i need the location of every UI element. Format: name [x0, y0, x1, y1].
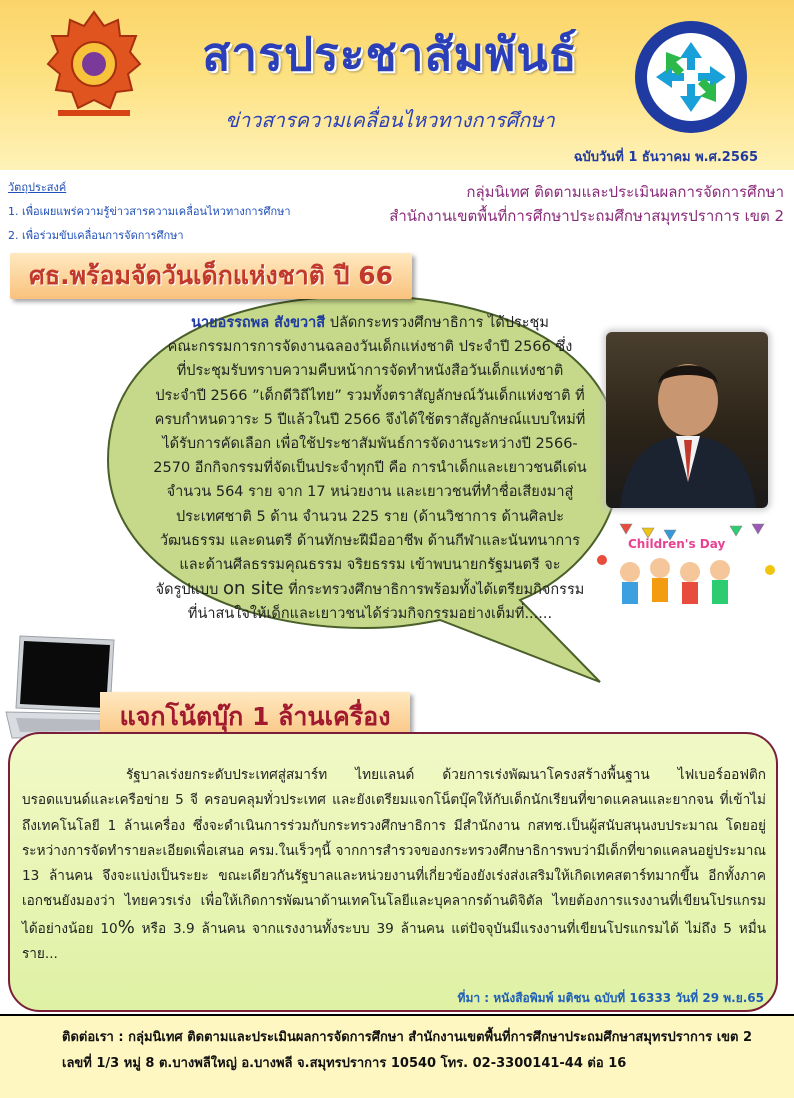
department-line: สำนักงานเขตพื้นที่การศึกษาประถมศึกษาสมุทรปราการ เขต 2	[389, 207, 784, 225]
article-line: วัฒนธรรม และดนตรี ด้านทักษะฝีมืออาชีพ ด้านกีฬาและนันทนาการ	[159, 532, 581, 549]
contact-footer	[0, 1014, 794, 1098]
ministry-emblem-icon	[44, 8, 144, 128]
department-line: กลุ่มนิเทศ ติดตามและประเมินผลการจัดการศึกษา	[466, 183, 784, 201]
footer-line: เลขที่ 1/3 หมู่ 8 ต.บางพลีใหญ่ อ.บางพลี จ.สมุทรปราการ 10540 โทร. 02-3300141-44 ต่อ 16	[62, 1056, 627, 1071]
person-name: นายอรรถพล สังขวาสี	[191, 315, 326, 331]
official-portrait-photo	[606, 332, 768, 508]
article1-headline: ศธ.พร้อมจัดวันเด็กแห่งชาติ ปี 66	[28, 261, 394, 290]
article-line: คณะกรรมการการจัดงานฉลองวันเด็กแห่งชาติ ประจำปี 2566 ซึ่ง	[167, 339, 573, 356]
purpose-item: 1. เพื่อเผยแพร่ความรู้ข่าวสารความเคลื่อนไหวทางการศึกษา	[8, 205, 291, 218]
footer-line: ติดต่อเรา : กลุ่มนิเทศ ติดตามและประเมินผลการจัดการศึกษา สำนักงานเขตพื้นที่การศึกษาประถมศึกษาสมุทรปราการ เขต 2	[62, 1030, 753, 1045]
article1-body	[130, 311, 610, 627]
article-line: 2570 อีกกิจกรรมที่จัดเป็นประจำทุกปี คือ การนำเด็กและเยาวชนดีเด่น	[153, 460, 587, 477]
article-line: ครบกำหนดวาระ 5 ปีแล้วในปี 2566 จึงได้ใช้ตราสัญลักษณ์แบบใหม่ที่	[154, 411, 586, 428]
article2-text: รัฐบาลเร่งยกระดับประเทศสู่สมาร์ท ไทยแลนด์ ด้วยการเร่งพัฒนาโครงสร้างพื้นฐาน ไฟเบอร์ออฟติก บรอดแบนด์และเครือข่าย 5 จี ครอบคลุมทั่วประเทศ และยังเตรียมแจกโน็ตบุ๊คให้กับเด็กนักเรียนที่ขาดแคลนและยากจน ที่เข้าไม่ถึงเทคโนโลยี 1 ล้านเครื่อง ซึ่งจะดำเนินการร่วมกับกระทรวงศึกษาธิการ มีสำนักงาน กสทช.เป็นผู้สนับสนุนงบประมาณ โดยอยู่ระหว่างการจัดทำรายละเอียดเพื่อเสนอ ครม.ในเร็วๆนี้ จากการสำรวจของกระทรวงศึกษาธิการพบว่ามีเด็กที่ขาดแคลนอยู่ประมาณ 13 ล้านคน จึงจะแบ่งเป็นระยะ ขณะเดียวกันรัฐบาลและหน่วยงานที่เกี่ยวข้องยังเร่งส่งเสริมให้เกิดเทคสตาร์ทมากขึ้น อีกทั้งภาคเอกชนยังมองว่า ไทยควรเร่ง เพื่อให้เกิดการพัฒนาด้านเทคโนโลยีและบุคลากรด้านดิจิตัล ไทยต้องการแรงงานที่เขียนโปรแกรมได้อย่างน้อย 10	[22, 767, 766, 937]
article1-headline-banner	[10, 253, 412, 299]
purpose-section	[8, 178, 328, 250]
article2-text: หรือ 3.9 ล้านคน จากแรงงานทั้งระบบ 39 ล้านคน แต่ปัจจุบันมีแรงงานที่เขียนโปรแกรมได้ ไม่ถึง 5 หมื่นราย...	[22, 920, 766, 963]
article-line: ที่กระทรวงศึกษาธิการพร้อมทั้งได้เตรียมกิจกรรม	[283, 582, 585, 599]
masthead-title: สารประชาสัมพันธ์	[202, 27, 578, 81]
childrens-day-illustration	[590, 520, 780, 622]
on-site-text: on site	[222, 578, 284, 600]
article-line: จัดรูปแบบ	[155, 582, 223, 599]
article2-source: ที่มา : หนังสือพิมพ์ มติชน ฉบับที่ 16333 วันที่ 29 พ.ย.65	[457, 991, 764, 1005]
article-line: และด้านศีลธรรมคุณธรรม จริยธรรม เข้าพบนายกรัฐมนตรี จะ	[179, 557, 561, 574]
article-line: ประจำปี 2566 ”เด็กดีวิถีไทย” รวมทั้งตราสัญลักษณ์วันเด็กแห่งชาติ ที่	[155, 387, 585, 404]
article2-headline: แจกโน้ตบุ๊ก 1 ล้านเครื่อง	[119, 702, 391, 731]
article-line: ที่ประชุมรับทราบความคืบหน้าการจัดทำหนังสือวันเด็กแห่งชาติ	[176, 363, 564, 380]
department-heading	[314, 180, 784, 228]
article-line: ได้รับการคัดเลือก เพื่อใช้ประชาสัมพันธ์การจัดงานระหว่างปี 2566-	[162, 436, 578, 453]
purpose-item: 2. เพื่อร่วมขับเคลื่อนการจัดการศึกษา	[8, 229, 184, 242]
four-arrows-logo-icon	[632, 18, 750, 136]
article-line: ที่น่าสนใจให้เด็กและเยาวชนได้ร่วมกิจกรรมอย่างเต็มที่......	[187, 606, 553, 623]
header-band	[0, 0, 794, 170]
article-line: ปลัดกระทรวงศึกษาธิการ ได้ประชุม	[329, 315, 549, 331]
childrens-day-label: Children's Day	[628, 537, 726, 551]
percent-sign: %	[117, 916, 135, 938]
article2-body	[22, 763, 766, 967]
article-line: ประเทศชาติ 5 ด้าน จำนวน 225 ราย (ด้านวิชาการ ด้านศิลปะ	[175, 508, 565, 525]
issue-date: ฉบับวันที่ 1 ธันวาคม พ.ศ.2565	[573, 150, 758, 165]
purpose-title: วัตถุประสงค์	[8, 181, 67, 194]
masthead-subtitle: ข่าวสารความเคลื่อนไหวทางการศึกษา	[225, 108, 555, 132]
article-line: จำนวน 564 ราย จาก 17 หน่วยงาน และเยาวชนที่ทำชื่อเสียงมาสู่	[166, 484, 574, 501]
